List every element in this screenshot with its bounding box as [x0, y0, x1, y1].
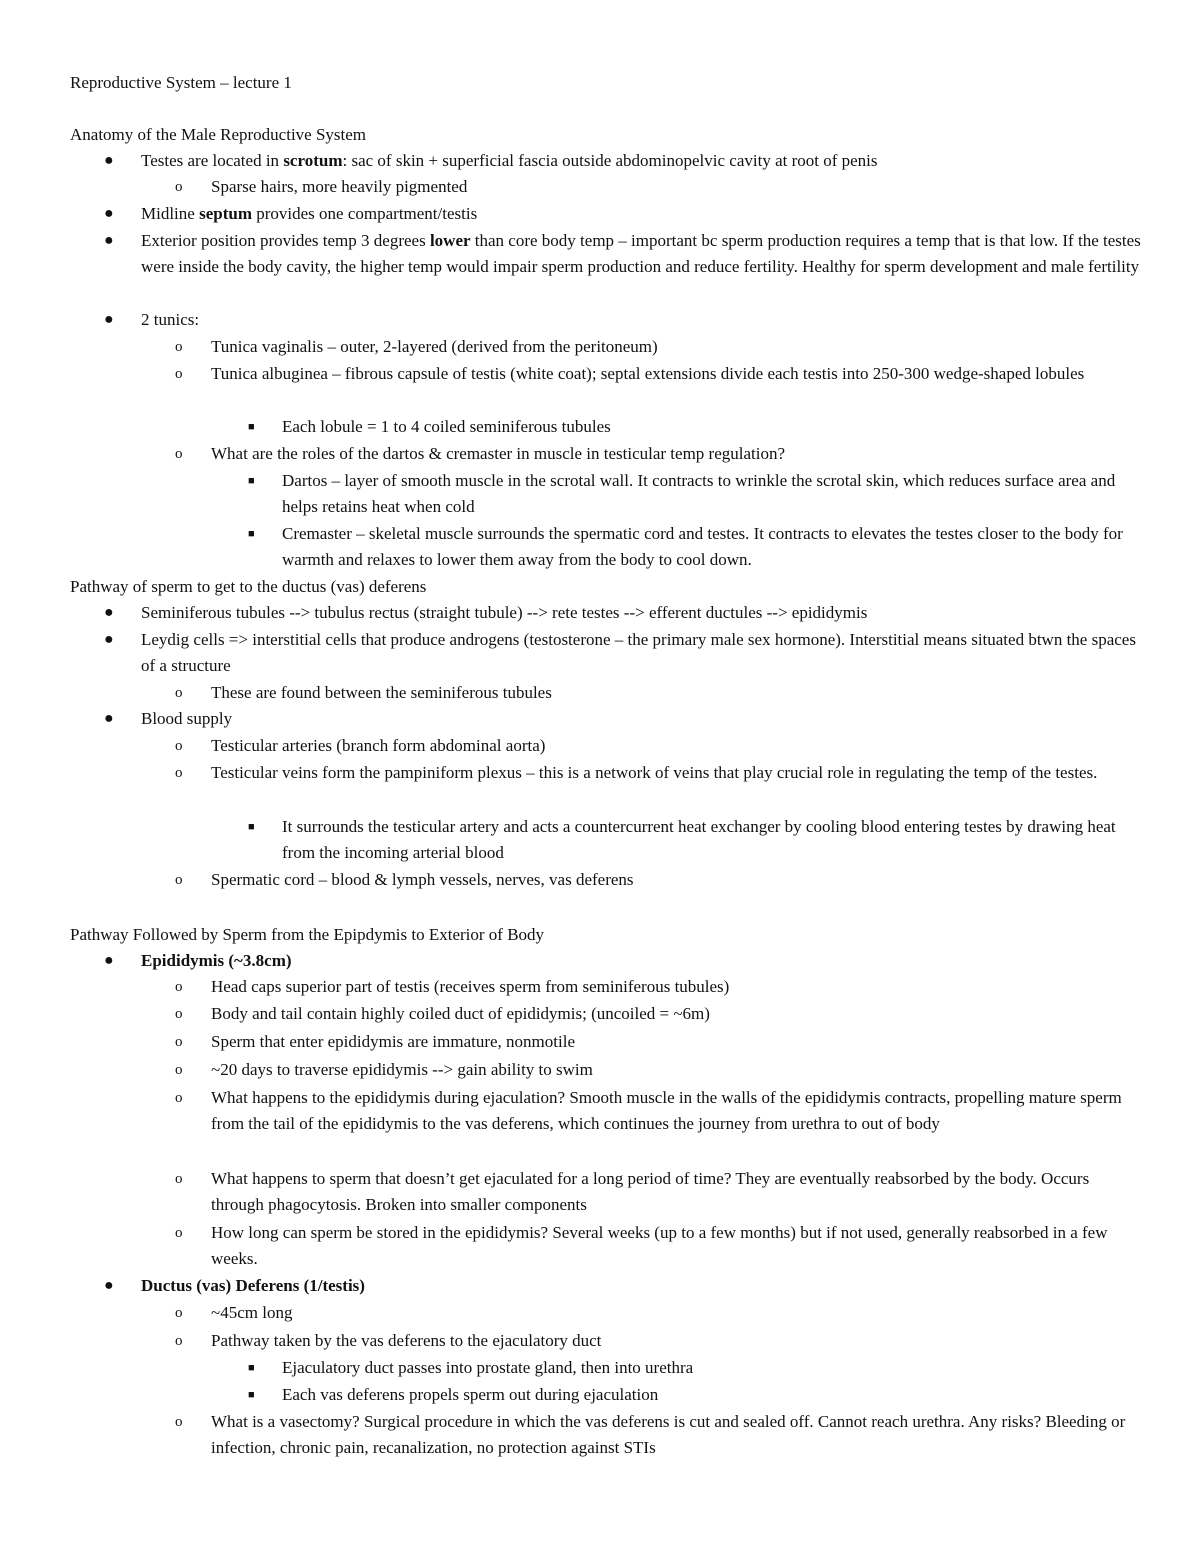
list-item: o Testicular arteries (branch form abdominal aorta) [211, 733, 1136, 759]
square-marker: ■ [248, 821, 255, 833]
list-item: ■ Cremaster – skeletal muscle surrounds the spermatic cord and testes. It contracts to elevates the testes closer to the body for warmth and relaxes to lower them away from the body to cool down. [282, 521, 1132, 574]
section-heading-pathway: Pathway of sperm to get to the ductus (vas) deferens [70, 577, 427, 596]
list-item: o What happens to the epididymis during ejaculation? Smooth muscle in the walls of the epididymis contracts, propelling mature sperm from the tail of the epididymis to the vas deferens, which continues the journey from urethra to out of body [211, 1085, 1136, 1138]
bullet-marker: ● [104, 952, 114, 969]
list-item: o Body and tail contain highly coiled duct of epididymis; (uncoiled = ~6m) [211, 1001, 1136, 1027]
circle-marker: o [175, 1333, 183, 1349]
list-item: o Tunica albuginea – fibrous capsule of testis (white coat); septal extensions divide each testis into 250-300 wedge-shaped lobules [211, 361, 1136, 387]
list-item: o These are found between the seminiferous tubules [211, 680, 1136, 706]
circle-marker: o [175, 1090, 183, 1106]
list-item [104, 1273, 1141, 1299]
circle-marker: o [175, 1171, 183, 1187]
list-item: o ~45cm long [211, 1300, 1136, 1326]
circle-marker: o [175, 1414, 183, 1430]
list-item: o Head caps superior part of testis (receives sperm from seminiferous tubules) [211, 974, 1136, 1000]
bullet-marker: ● [104, 631, 114, 648]
square-marker: ■ [248, 475, 255, 487]
list-item: o Testicular veins form the pampiniform plexus – this is a network of veins that play crucial role in regulating the temp of the testes. [211, 760, 1136, 786]
bullet-marker: ● [104, 152, 114, 169]
list-item: o Sperm that enter epididymis are immature, nonmotile [211, 1029, 1136, 1055]
list-item: ● Seminiferous tubules --> tubulus rectus (straight tubule) --> rete testes --> efferent ductules --> epididymis [141, 600, 1141, 626]
list-item: ■ Each lobule = 1 to 4 coiled seminiferous tubules [282, 414, 1132, 440]
list-item: ■ It surrounds the testicular artery and acts a countercurrent heat exchanger by cooling blood entering testes by drawing heat from the incoming arterial blood [282, 814, 1132, 867]
list-item: o What is a vasectomy? Surgical procedure in which the vas deferens is cut and sealed off. Cannot reach urethra. Any risks? Bleeding or infection, chronic pain, recanalization, no protection against STIs [211, 1409, 1136, 1462]
bold-term: septum [199, 204, 252, 223]
bullet-marker: ● [104, 311, 114, 328]
list-item: ● Testes are located in scrotum: sac of skin + superficial fascia outside abdominopelvic cavity at root of penis [141, 148, 1141, 174]
list-item: ■ Ejaculatory duct passes into prostate gland, then into urethra [282, 1355, 1132, 1381]
circle-marker: o [175, 1305, 183, 1321]
circle-marker: o [175, 685, 183, 701]
list-item: o What happens to sperm that doesn’t get ejaculated for a long period of time? They are eventually reabsorbed by the body. Occurs through phagocytosis. Broken into smaller components [211, 1166, 1136, 1219]
document-title: Reproductive System – lecture 1 [70, 73, 292, 92]
circle-marker: o [175, 339, 183, 355]
section-heading-exterior: Pathway Followed by Sperm from the Epipdymis to Exterior of Body [70, 925, 545, 944]
circle-marker: o [175, 872, 183, 888]
list-item: ● 2 tunics: [141, 307, 1141, 333]
square-marker: ■ [248, 421, 255, 433]
list-item: ● Exterior position provides temp 3 degrees lower than core body temp – important bc sperm production requires a temp that is that low. If the testes were inside the body cavity, the higher temp would impair sperm production and reduce fertility. Healthy for sperm development and male fertility [141, 228, 1141, 281]
list-item: ● Leydig cells => interstitial cells that produce androgens (testosterone – the primary male sex hormone). Interstitial means situated btwn the spaces of a structure [141, 627, 1141, 680]
circle-marker: o [175, 1062, 183, 1078]
list-item: o What are the roles of the dartos & cremaster in muscle in testicular temp regulation? [211, 441, 1136, 467]
bullet-marker: ● [104, 1277, 114, 1294]
circle-marker: o [175, 765, 183, 781]
list-item [104, 948, 1141, 974]
list-item: o Pathway taken by the vas deferens to the ejaculatory duct [211, 1328, 1136, 1354]
list-item: o Tunica vaginalis – outer, 2-layered (derived from the peritoneum) [211, 334, 1136, 360]
list-item: o Sparse hairs, more heavily pigmented [211, 174, 1136, 200]
bullet-marker: ● [104, 232, 114, 249]
circle-marker: o [175, 366, 183, 382]
list-item: o Spermatic cord – blood & lymph vessels, nerves, vas deferens [211, 867, 1136, 893]
subsection-title: Epididymis (~3.8cm) [141, 951, 292, 970]
list-item: ■ Each vas deferens propels sperm out during ejaculation [282, 1382, 1132, 1408]
list-item: ■ Dartos – layer of smooth muscle in the scrotal wall. It contracts to wrinkle the scrotal skin, which reduces surface area and helps retains heat when cold [282, 468, 1132, 521]
square-marker: ■ [248, 528, 255, 540]
circle-marker: o [175, 1225, 183, 1241]
list-item: ● Midline septum provides one compartment/testis [141, 201, 1141, 227]
bullet-marker: ● [104, 710, 114, 727]
circle-marker: o [175, 1006, 183, 1022]
circle-marker: o [175, 979, 183, 995]
square-marker: ■ [248, 1362, 255, 1374]
bullet-marker: ● [104, 205, 114, 222]
bullet-marker: ● [104, 604, 114, 621]
circle-marker: o [175, 179, 183, 195]
circle-marker: o [175, 1034, 183, 1050]
list-item: o How long can sperm be stored in the epididymis? Several weeks (up to a few months) but if not used, generally reabsorbed in a few weeks. [211, 1220, 1136, 1273]
bold-term: lower [429, 231, 471, 250]
list-item: ● Blood supply [141, 706, 1141, 732]
circle-marker: o [175, 446, 183, 462]
bold-term: scrotum [283, 151, 343, 170]
section-heading-anatomy: Anatomy of the Male Reproductive System [70, 125, 367, 144]
square-marker: ■ [248, 1389, 255, 1401]
circle-marker: o [175, 738, 183, 754]
list-item: o ~20 days to traverse epididymis --> gain ability to swim [211, 1057, 1136, 1083]
subsection-title: Ductus (vas) Deferens (1/testis) [141, 1276, 365, 1295]
